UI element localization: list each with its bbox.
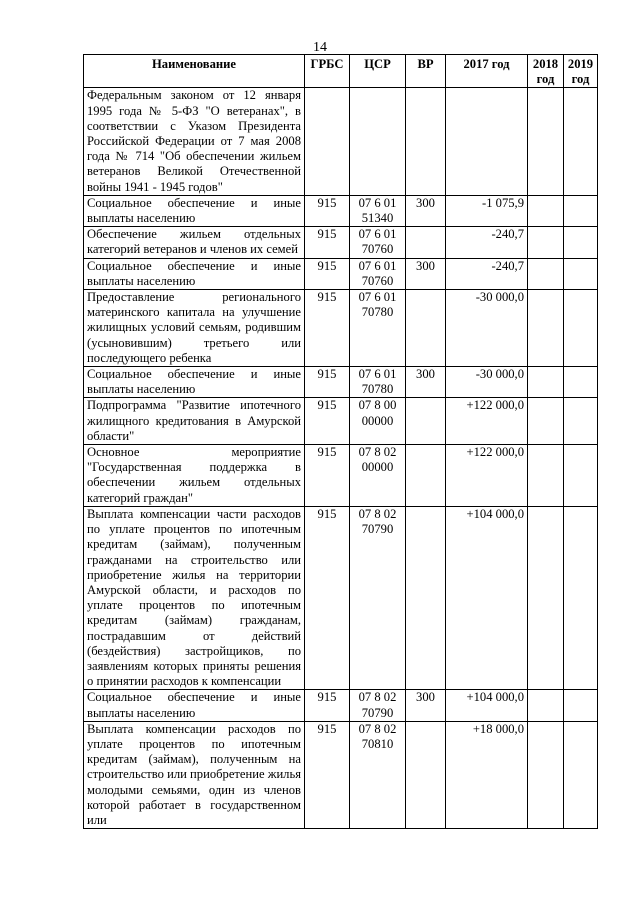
row-2017-cell: -240,7 [446,258,528,289]
table-row [84,227,598,258]
header-csr: ЦСР [350,55,406,88]
row-grbs-cell: 915 [305,445,350,507]
row-vr-cell [406,398,446,445]
row-name-cell: Социальное обеспечение и иные выплаты населению [84,690,305,721]
table-row [84,195,598,226]
row-2017-cell: -1 075,9 [446,195,528,226]
row-grbs-cell: 915 [305,398,350,445]
header-name: Наименование [84,55,305,88]
row-2018-cell [528,195,564,226]
row-vr-cell [406,88,446,195]
row-name-cell: Основное мероприятие "Государственная поддержка в обеспечении жильем отдельных категорий граждан" [84,445,305,507]
table-row [84,290,598,367]
row-2019-cell [564,290,598,367]
csr-code-part2: 00000 [361,413,394,428]
csr-code-part2: 70810 [361,736,394,751]
row-2019-cell [564,367,598,398]
row-2017-cell: +104 000,0 [446,506,528,689]
table-row [84,721,598,828]
row-2018-cell [528,721,564,828]
csr-code-part2: 00000 [361,460,394,475]
csr-code-part1: 07 6 01 [358,290,397,305]
row-vr-cell: 300 [406,258,446,289]
csr-code-part1: 07 8 02 [358,445,397,460]
row-2019-cell [564,690,598,721]
csr-code-part1: 07 8 02 [358,721,397,736]
csr-code-part1: 07 8 02 [358,506,397,521]
row-csr-cell [350,367,406,398]
row-2017-cell: +18 000,0 [446,721,528,828]
row-csr-cell [350,195,406,226]
budget-table [83,54,598,829]
row-grbs-cell: 915 [305,195,350,226]
row-2017-cell: -30 000,0 [446,290,528,367]
table-row [84,445,598,507]
row-2018-cell [528,690,564,721]
header-grbs: ГРБС [305,55,350,88]
row-vr-cell: 300 [406,195,446,226]
csr-code-part1: 07 6 01 [358,367,397,382]
row-vr-cell [406,290,446,367]
row-2019-cell [564,445,598,507]
page-number: 14 [313,40,327,55]
header-2018: 2018 год [528,55,564,88]
row-2017-cell: -30 000,0 [446,367,528,398]
row-name-cell: Социальное обеспечение и иные выплаты населению [84,258,305,289]
row-2017-cell: +122 000,0 [446,398,528,445]
csr-code-part1: 07 8 02 [358,690,397,705]
row-vr-cell [406,227,446,258]
row-2018-cell [528,88,564,195]
row-name-cell: Выплата компенсации расходов по уплате процентов по ипотечным кредитам (займам), полученным на строительство или приобретение жилья молодыми семьями, один из членов которой работает в государственном или [84,721,305,828]
table-row [84,88,598,195]
row-grbs-cell: 915 [305,258,350,289]
row-2017-cell: +122 000,0 [446,445,528,507]
row-2019-cell [564,258,598,289]
table-row [84,690,598,721]
row-2019-cell [564,506,598,689]
row-2018-cell [528,258,564,289]
table-row [84,367,598,398]
row-grbs-cell: 915 [305,227,350,258]
row-2017-cell: -240,7 [446,227,528,258]
row-csr-cell [350,290,406,367]
csr-code-part2: 51340 [361,211,394,226]
row-2017-cell: +104 000,0 [446,690,528,721]
row-csr-cell [350,506,406,689]
csr-code-part1: 07 6 01 [358,258,397,273]
row-name-cell: Предоставление регионального материнского капитала на улучшение жилищных условий семьям, родившим (усыновившим) третьего или последующего ребенка [84,290,305,367]
row-2018-cell [528,227,564,258]
row-csr-cell [350,445,406,507]
row-csr-cell [350,721,406,828]
row-csr-cell [350,227,406,258]
csr-code-part1: 07 6 01 [358,195,397,210]
row-name-cell: Выплата компенсации части расходов по уплате процентов по ипотечным кредитам (займам), полученным гражданами на строительство или приобретение жилья на территории Амурской области, и расходов по уплате процентов по ипотечным кредитам (займам) гражданам, пострадавшим от действий (бездействия) застройщиков, по заявлениям которых приняты решения о принятии расходов к компенсации [84,506,305,689]
row-vr-cell: 300 [406,690,446,721]
header-2017: 2017 год [446,55,528,88]
row-csr-cell [350,88,406,195]
row-2019-cell [564,398,598,445]
row-vr-cell: 300 [406,367,446,398]
table-row [84,258,598,289]
table-row [84,398,598,445]
csr-code-part2: 70790 [361,522,394,537]
row-csr-cell [350,258,406,289]
row-2018-cell [528,506,564,689]
row-2019-cell [564,721,598,828]
csr-code-part2: 70790 [361,705,394,720]
row-name-cell: Социальное обеспечение и иные выплаты населению [84,195,305,226]
row-grbs-cell: 915 [305,690,350,721]
row-grbs-cell: 915 [305,506,350,689]
row-name-cell: Подпрограмма "Развитие ипотечного жилищного кредитования в Амурской области" [84,398,305,445]
csr-code-part1: 07 8 00 [358,398,397,413]
row-vr-cell [406,721,446,828]
row-name-cell: Федеральным законом от 12 января 1995 года № 5-ФЗ "О ветеранах", в соответствии с Указом Президента Российской Федерации от 7 мая 2008 года № 714 "Об обеспечении жильем ветеранов Великой Отечественной войны 1941 - 1945 годов" [84,88,305,195]
header-vr: ВР [406,55,446,88]
row-csr-cell [350,690,406,721]
header-2019: 2019 год [564,55,598,88]
row-2019-cell [564,195,598,226]
csr-code-part1: 07 6 01 [358,227,397,242]
row-2018-cell [528,367,564,398]
csr-code-part2: 70780 [361,382,394,397]
csr-code-part2: 70760 [361,273,394,288]
row-vr-cell [406,506,446,689]
row-2019-cell [564,88,598,195]
row-2018-cell [528,398,564,445]
row-2017-cell [446,88,528,195]
row-name-cell: Обеспечение жильем отдельных категорий ветеранов и членов их семей [84,227,305,258]
row-grbs-cell: 915 [305,721,350,828]
row-grbs-cell: 915 [305,367,350,398]
row-2019-cell [564,227,598,258]
row-vr-cell [406,445,446,507]
csr-code-part2: 70760 [361,242,394,257]
row-2018-cell [528,445,564,507]
table-header-row [84,55,598,88]
row-2018-cell [528,290,564,367]
row-grbs-cell [305,88,350,195]
row-csr-cell [350,398,406,445]
row-name-cell: Социальное обеспечение и иные выплаты населению [84,367,305,398]
table-row [84,506,598,689]
csr-code-part2: 70780 [361,305,394,320]
row-grbs-cell: 915 [305,290,350,367]
